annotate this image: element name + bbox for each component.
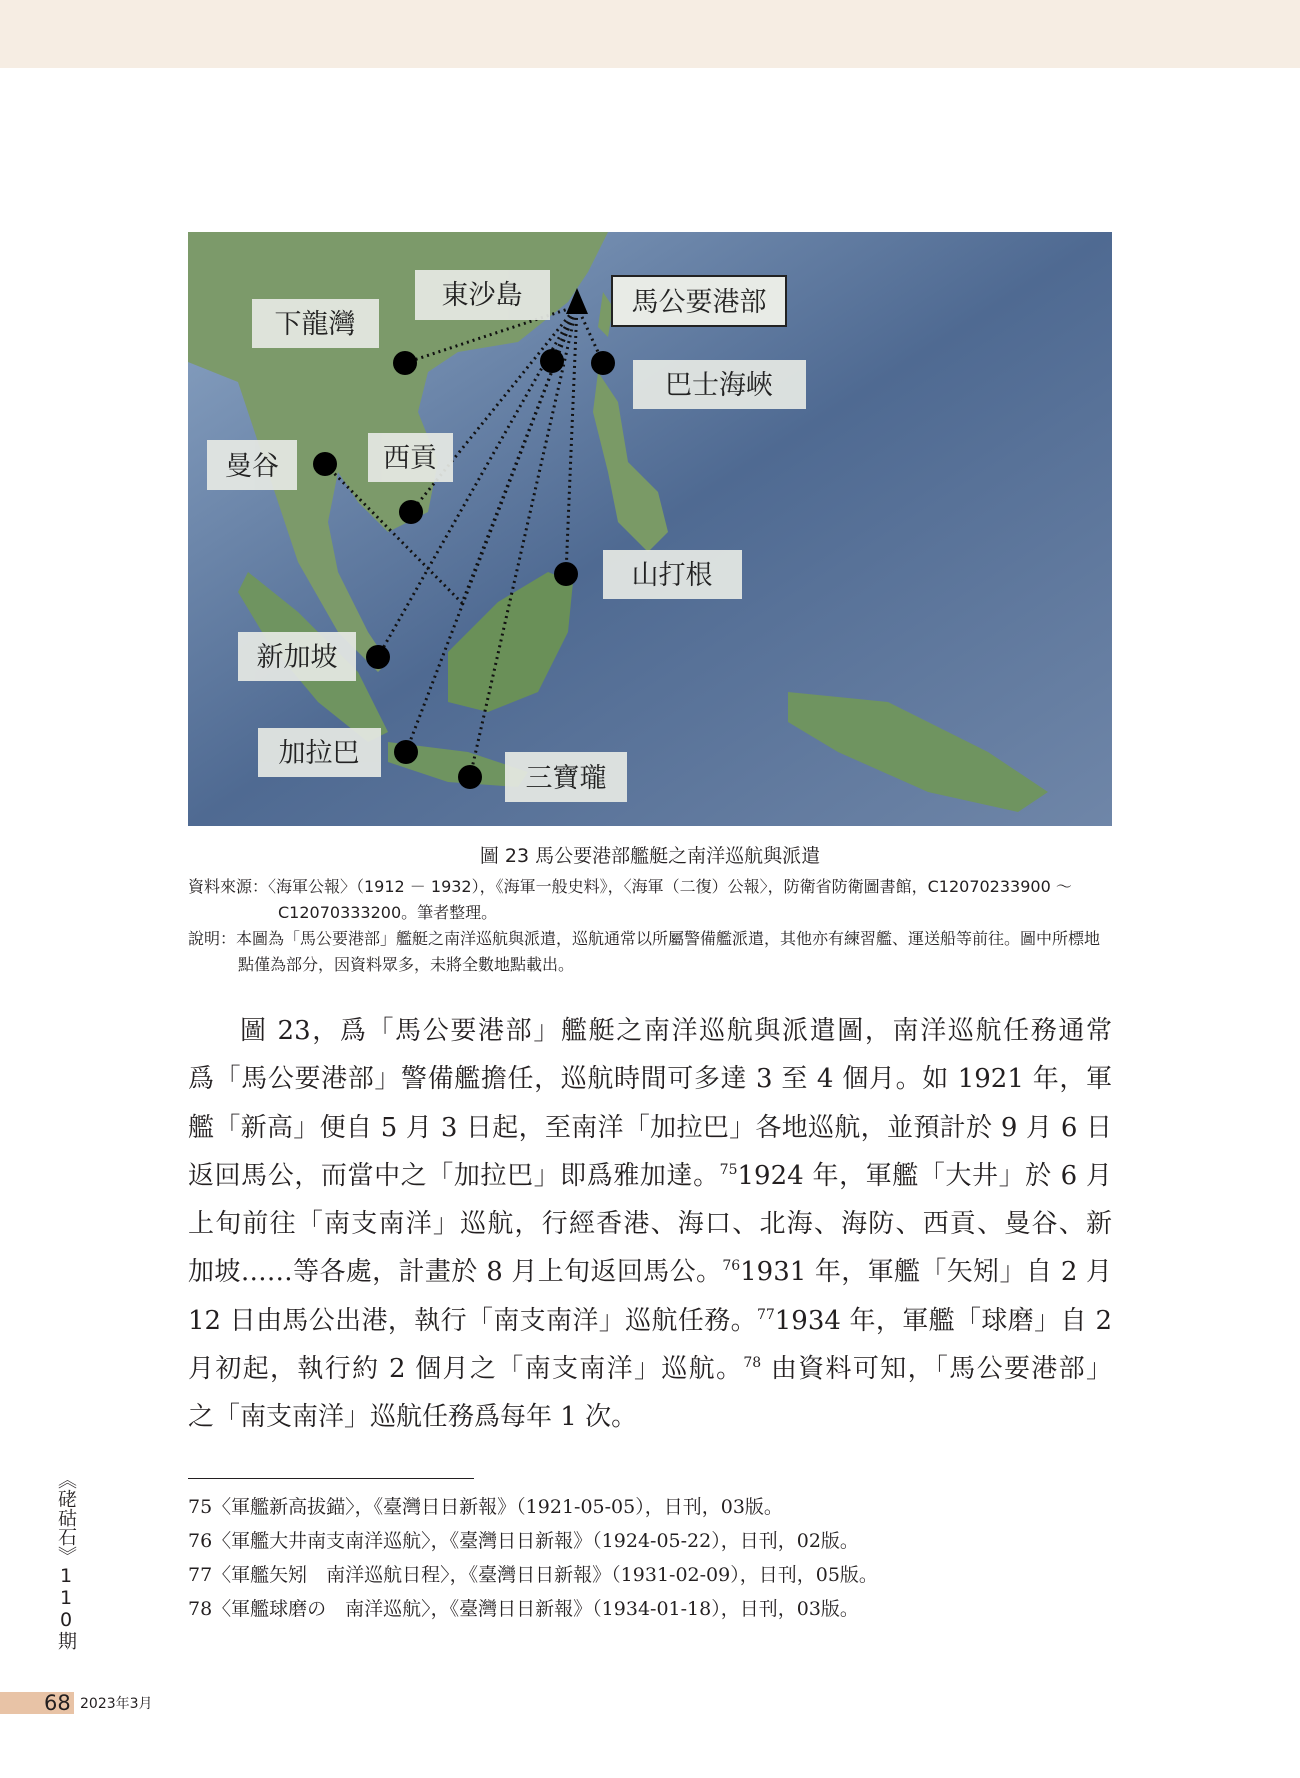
label-semarang: 三寶瓏	[525, 763, 607, 794]
figure-source	[188, 874, 1112, 926]
body-paragraph	[188, 1007, 1112, 1442]
body-text: 由資料可知，「馬公要港部」	[761, 1354, 1113, 1385]
label-sandakan: 山打根	[631, 560, 713, 591]
body-text: 上旬前往「南支南洋」巡航，行經香港、海口、北海、海防、西貢、曼谷、新	[188, 1209, 1112, 1240]
body-line	[188, 1345, 1112, 1393]
body-line	[188, 1055, 1112, 1103]
label-origin: 馬公要港部	[631, 287, 767, 318]
footnote-ref: 76	[722, 1258, 741, 1275]
body-text: 返回馬公，而當中之「加拉巴」即爲雅加達。	[188, 1160, 720, 1191]
footnote-ref: 77	[756, 1306, 775, 1323]
body-line	[188, 1393, 1112, 1441]
port-dot-bashi	[591, 351, 615, 375]
body-line	[188, 1200, 1112, 1248]
body-line	[188, 1104, 1112, 1152]
port-dot-bangkok	[313, 452, 337, 476]
patrol-route-map	[188, 232, 1112, 826]
body-text: 月初起，執行約 2 個月之「南支南洋」巡航。	[188, 1354, 744, 1385]
body-text: 加坡……等各處，計畫於 8 月上旬返回馬公。	[188, 1257, 723, 1288]
label-bangkok: 曼谷	[225, 451, 279, 482]
journal-title: 《硓𥑮石》110期	[55, 1470, 77, 1650]
footnote-77: 77〈軍艦矢矧 南洋巡航日程〉，《臺灣日日新報》（1931-02-09），日刊，05版。	[188, 1564, 878, 1586]
footnote-ref: 78	[743, 1355, 762, 1372]
body-line	[188, 1297, 1112, 1345]
label-halong: 下龍灣	[274, 309, 356, 340]
issue-date: 2023年3月	[80, 1696, 153, 1712]
port-dot-semarang	[458, 765, 482, 789]
body-text: 1924 年，軍艦「大井」於 6 月	[737, 1160, 1112, 1191]
port-dot-halong	[393, 351, 417, 375]
figure-source-text: 資料來源：〈海軍公報〉（1912 － 1932），《海軍一般史料》，〈海軍（二復）公報〉，防衛省防衛圖書館，C12070233900 ～ C12070333200。筆者整理。	[188, 877, 1072, 922]
body-line	[188, 1007, 1112, 1055]
body-text: 圖 23，爲「馬公要港部」艦艇之南洋巡航與派遣圖，南洋巡航任務通常	[240, 1016, 1112, 1046]
label-dongsha: 東沙島	[441, 280, 523, 311]
figure-note-text: 說明：本圖為「馬公要港部」艦艇之南洋巡航與派遣，巡航通常以所屬警備艦派遣，其他亦有練習艦、運送船等前往。圖中所標地點僅為部分，因資料眾多，未將全數地點載出。	[188, 929, 1101, 974]
page-number: 68	[44, 1691, 71, 1715]
port-dot-singapore	[366, 645, 390, 669]
body-text: 爲「馬公要港部」警備艦擔任，巡航時間可多達 3 至 4 個月。如 1921 年，軍	[188, 1064, 1112, 1095]
body-text: 1931 年，軍艦「矢矧」自 2 月	[740, 1257, 1112, 1288]
body-text: 艦「新高」便自 5 月 3 日起，至南洋「加拉巴」各地巡航，並預計於 9 月 6 日	[188, 1112, 1112, 1143]
body-line	[188, 1248, 1112, 1296]
footnote-75: 75〈軍艦新高拔錨〉，《臺灣日日新報》（1921-05-05），日刊，03版。	[188, 1496, 783, 1518]
figure-note	[188, 926, 1112, 978]
port-dot-sandakan	[554, 562, 578, 586]
footnotes	[188, 1490, 878, 1626]
figure-caption-title: 圖 23 馬公要港部艦艇之南洋巡航與派遣	[479, 845, 821, 867]
port-dot-dongsha	[540, 349, 564, 373]
label-saigon: 西貢	[383, 443, 437, 474]
port-dot-batavia	[394, 740, 418, 764]
label-singapore: 新加坡	[256, 642, 338, 673]
body-text: 1934 年，軍艦「球磨」自 2	[774, 1305, 1112, 1336]
footnote-76: 76〈軍艦大井南支南洋巡航〉，《臺灣日日新報》（1924-05-22），日刊，02版。	[188, 1530, 859, 1552]
figure-caption	[188, 842, 1112, 978]
footnote-ref: 75	[719, 1161, 738, 1178]
label-batavia: 加拉巴	[278, 738, 360, 769]
body-text: 之「南支南洋」巡航任務爲每年 1 次。	[188, 1402, 638, 1433]
header-band	[0, 0, 1300, 68]
body-text: 12 日由馬公出港，執行「南支南洋」巡航任務。	[188, 1305, 757, 1336]
port-dot-saigon	[399, 500, 423, 524]
body-line	[188, 1152, 1112, 1200]
footnote-78: 78〈軍艦球磨の 南洋巡航〉，《臺灣日日新報》（1934-01-18），日刊，03版。	[188, 1598, 859, 1620]
footnote-divider	[188, 1478, 474, 1479]
label-bashi: 巴士海峽	[665, 370, 773, 401]
